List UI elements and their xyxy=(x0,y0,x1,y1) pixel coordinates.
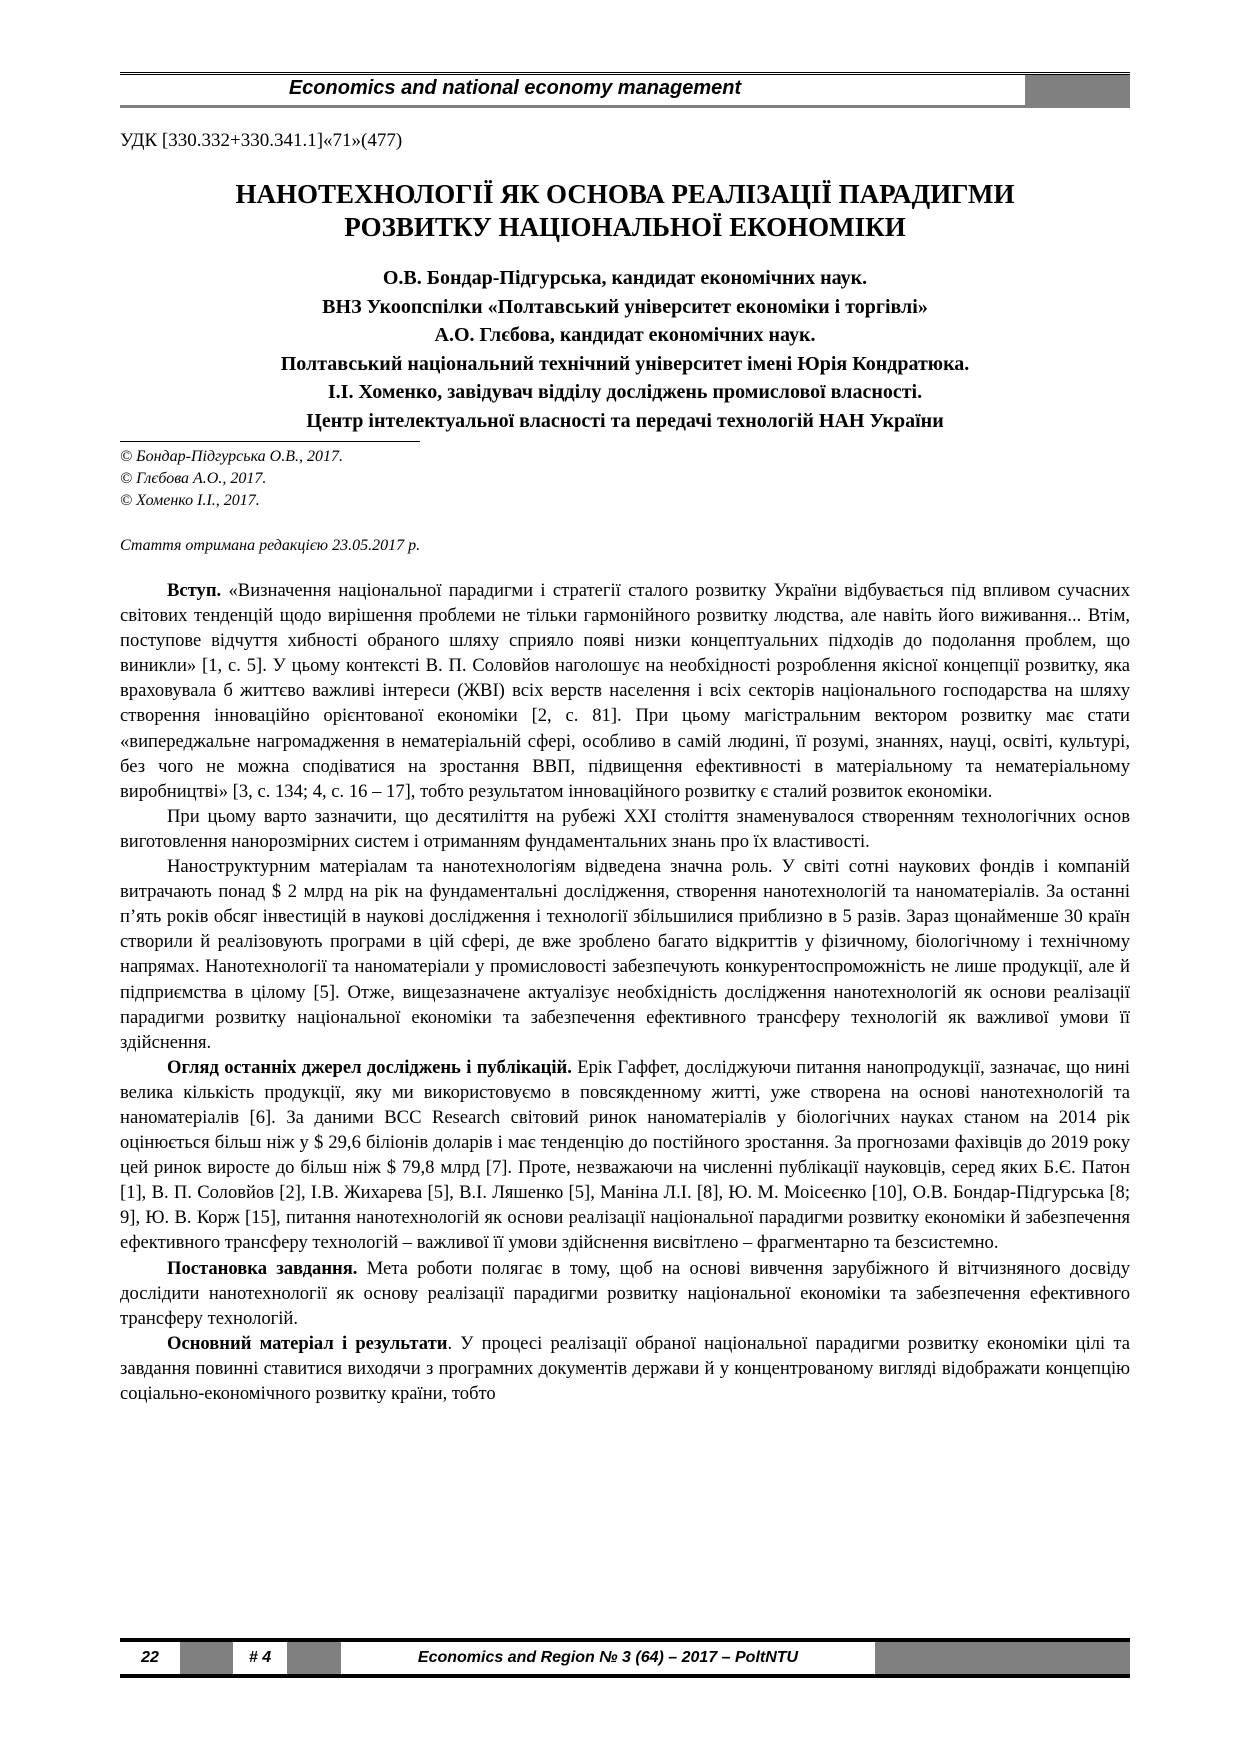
title-line: РОЗВИТКУ НАЦІОНАЛЬНОЇ ЕКОНОМІКИ xyxy=(344,212,906,242)
paragraph-problem-statement xyxy=(120,1256,1130,1331)
running-header xyxy=(120,72,1130,108)
paragraph-lead: Огляд останніх джерел досліджень і публікацій. xyxy=(167,1056,572,1078)
author-line: А.О. Глєбова, кандидат економічних наук. xyxy=(434,324,816,346)
footer-gray-box xyxy=(875,1642,1130,1674)
section-title: Economics and national economy management xyxy=(288,77,742,99)
title-line: НАНОТЕХНОЛОГІЇ ЯК ОСНОВА РЕАЛІЗАЦІЇ ПАРАДИГМИ xyxy=(235,179,1015,209)
copyright-line: © Глєбова А.О., 2017. xyxy=(120,470,267,487)
paragraph-text: Наноструктурним матеріалам та нанотехнологіям відведена значна роль. У світі сотні наукових фондів і компаній витрачають понад $ 2 млрд на рік на фундаментальні дослідження, створення нанотехнологій та наноматеріалів. За останні п’ять років обсяг інвестицій в наукові дослідження і технології збільшилися приблизно в 5 разів. Зараз щонайменше 30 країн створили й реалізовують програми в цій сфері, де вже зроблено багато відкриттів у фізичному, біологічному і технічному напрямах. Нанотехнології та наноматеріали у промисловості забезпечують конкурентоспроможність не лише продукції, але й підприємства в цілому [5]. Отже, вищезазначене актуалізує необхідність дослідження нанотехнологій як основи реалізації парадигми розвитку національної економіки та забезпечення ефективного трансферу технологій як важливої умови її здійснення. xyxy=(120,856,1130,1053)
copyright-notes xyxy=(120,446,343,512)
page-number: 22 xyxy=(141,1649,159,1666)
affiliation-line: Центр інтелектуальної власності та передачі технологій НАН України xyxy=(306,409,944,432)
copyright-line: © Бондар-Підгурська О.В., 2017. xyxy=(120,448,343,465)
issue-number: # 4 xyxy=(248,1649,272,1666)
footnote-rule xyxy=(120,441,420,442)
running-footer xyxy=(120,1638,1130,1678)
footer-gray-box xyxy=(287,1642,341,1674)
paragraph-text: «Визначення національної парадигми і стратегії сталого розвитку України відбувається під впливом сучасних світових тенденцій щодо вирішення проблеми не тільки гармонійного розвитку людства, але навіть його виживання... Втім, поступове відчуття хибності обраного шляху сприяло появі низки концептуальних підходів до подолання проблем, що виникли» [1, с. 5]. У цьому контексті В. П. Соловйов наголошує на необхідності розроблення якісної концепції розвитку, яка враховувала б життєво важливі інтереси (ЖВІ) всіх верств населення і всіх секторів національного господарства на шляху створення інноваційно орієнтованої економіки [2, с. 81]. При цьому магістральним вектором розвитку має стати «випереджальне нагромадження в нематеріальній сфері, особливо в самій людині, її розумі, знаннях, науці, освіті, культурі, без чого не можна сподіватися на зростання ВВП, підвищення ефективності в матеріальному та нематеріальному виробництві» [3, с. 134; 4, с. 16 – 17], тобто результатом інноваційного розвитку є сталий розвиток економіки. xyxy=(120,580,1130,802)
journal-name: Economics and Region № 3 (64) – 2017 – PoltNTU xyxy=(417,1649,799,1666)
article-title xyxy=(120,178,1130,244)
paragraph-literature-review xyxy=(120,1055,1130,1256)
paragraph-text: . У процесі реалізації обраної національної парадигми розвитку економіки цілі та завдання повинні ставитися виходячи з програмних документів держави й у концентрованому вигляді відображати концепцію соціально-економічного розвитку країни, тобто xyxy=(120,1332,1131,1404)
paragraph-introduction xyxy=(120,578,1130,804)
author-line: І.І. Хоменко, завідувач відділу досліджень промислової власності. xyxy=(327,381,923,403)
affiliation-line: Полтавський національний технічний університет імені Юрія Кондратюка. xyxy=(280,352,970,375)
footer-gray-box xyxy=(180,1642,233,1674)
paragraph-lead: Постановка завдання. xyxy=(167,1257,358,1279)
paragraph-lead: Основний матеріал і результати xyxy=(167,1332,448,1354)
article-body xyxy=(120,578,1130,1406)
affiliation-line: ВНЗ Укоопспілки «Полтавський університет економіки і торгівлі» xyxy=(322,295,928,318)
paragraph-main-results xyxy=(120,1331,1130,1406)
authors-block xyxy=(120,264,1130,435)
received-date: Стаття отримана редакцією 23.05.2017 р. xyxy=(120,537,421,554)
paragraph xyxy=(120,854,1130,1055)
author-line: О.В. Бондар-Підгурська, кандидат економічних наук. xyxy=(382,267,868,289)
paragraph xyxy=(120,804,1130,854)
paragraph-lead: Вступ. xyxy=(167,580,222,601)
paragraph-text: Ерік Гаффет, досліджуючи питання нанопродукції, зазначає, що нині велика кількість продукції, яку ми використовуємо в повсякденному житті, уже створена на основі нанотехнологій та наноматеріалів [6]. За даними BCC Research світовий ринок наноматеріалів у біологічних науках станом на 2014 рік оцінюється більш ніж у $ 29,6 біліонів доларів і має тенденцію до постійного зростання. За прогнозами фахівців до 2019 року цей ринок виросте до більш ніж $ 79,8 млрд [7]. Проте, незважаючи на численні публікації науковців, серед яких Б.Є. Патон [1], В. П. Соловйов [2], І.В. Жихарева [5], В.І. Ляшенко [5], Маніна Л.І. [8], Ю. М. Моісеєнко [10], О.В. Бондар-Підгурська [8; 9], Ю. В. Корж [15], питання нанотехнологій як основи реалізації національної парадигми розвитку економіки й забезпечення ефективного трансферу технологій – важливої її умови здійснення висвітлено – фрагментарно та безсистемно. xyxy=(120,1056,1130,1254)
paragraph-text: Мета роботи полягає в тому, щоб на основі вивчення зарубіжного й вітчизняного досвіду дослідити нанотехнології як основу реалізації парадигми розвитку національної економіки та забезпечення ефективного трансферу технологій. xyxy=(120,1257,1130,1329)
paragraph-text: При цьому варто зазначити, що десятиліття на рубежі ХХІ століття знаменувалося створенням технологічних основ виготовлення нанорозмірних систем і отриманням фундаментальних знань про їх властивості. xyxy=(120,805,1130,852)
udk-code: УДК [330.332+330.341.1]«71»(477) xyxy=(120,130,403,151)
header-gray-box xyxy=(1025,75,1130,105)
copyright-line: © Хоменко І.І., 2017. xyxy=(120,492,260,509)
